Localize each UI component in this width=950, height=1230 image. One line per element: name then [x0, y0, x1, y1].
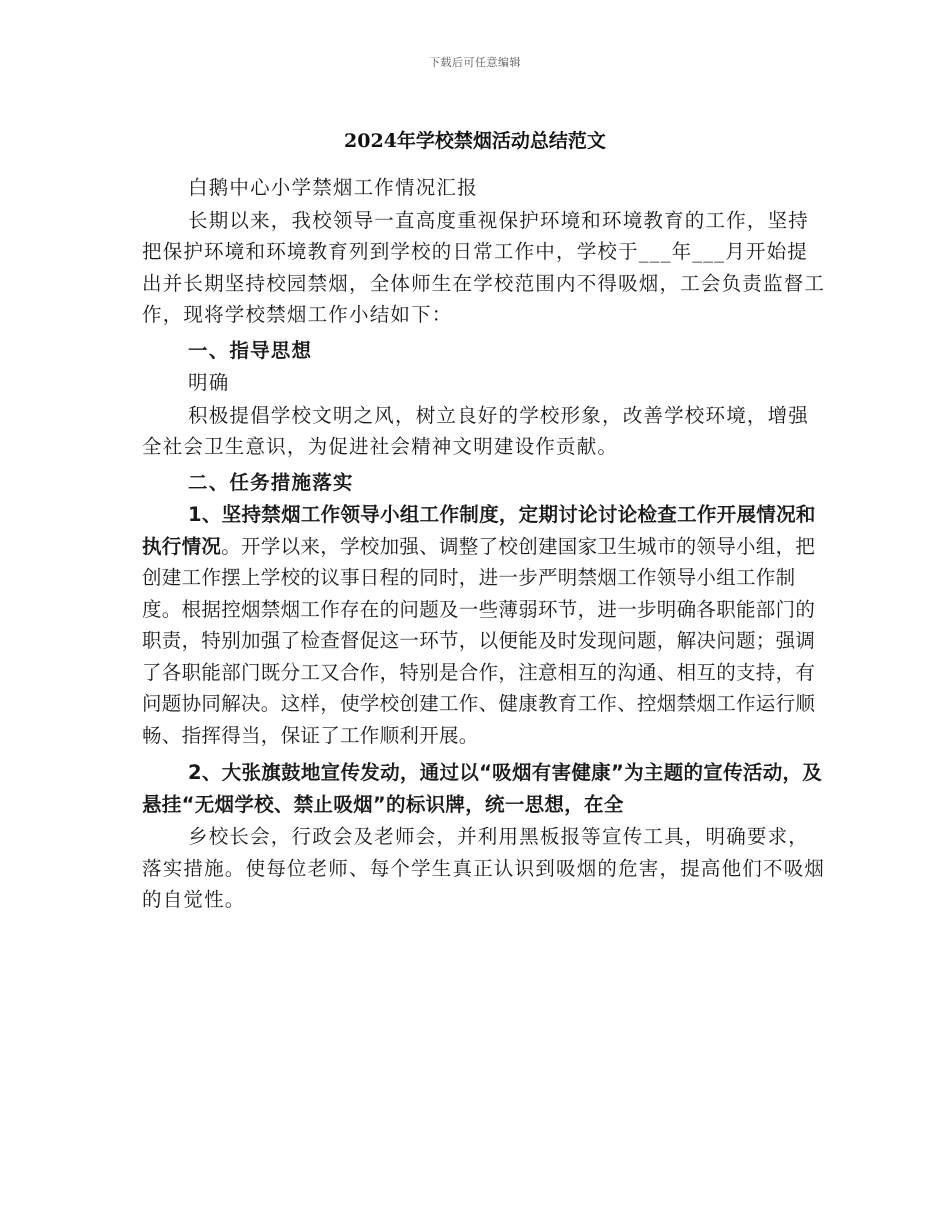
measure-item-1 — [142, 499, 826, 751]
header-note: 下载后可任意编辑 — [429, 56, 521, 69]
measure-item-2-heading: 2、大张旗鼓地宣传发动，通过以“吸烟有害健康”为主题的宣传活动，及悬挂“无烟学校、禁止吸烟”的标识牌，统一思想，在全 — [142, 761, 823, 816]
measure-item-1-text: 。开学以来，学校加强、调整了校创建国家卫生城市的领导小组，把创建工作摆上学校的议事日程的同时，进一步严明禁烟工作领导小组工作制度。根据控烟禁烟工作存在的问题及一些薄弱环节，进一步明确各职能部门的职责，特别加强了检查督促这一环节，以便能及时发现问题，解决问题；强调了各职能部门既分工又合作，特别是合作，注意相互的沟通、相互的支持，有问题协同解决。这样，使学校创建工作、健康教育工作、控烟禁烟工作运行顺畅、指挥得当，保证了工作顺利开展。 — [142, 534, 816, 747]
intro-paragraph: 长期以来，我校领导一直高度重视保护环境和环境教育的工作，坚持把保护环境和环境教育列到学校的日常工作中，学校于___年___月开始提出并长期坚持校园禁烟，全体师生在学校范围内不得吸烟，工会负责监督工作，现将学校禁烟工作小结如下： — [142, 208, 826, 326]
section-heading-guiding-thought: 一、指导思想 — [188, 338, 313, 362]
measure-item-1-heading: 1、坚持禁烟工作领导小组工作制度，定期讨论讨论检查工作开展情况和执行情况 — [142, 503, 816, 558]
report-subtitle: 白鹅中心小学禁烟工作情况汇报 — [188, 176, 478, 199]
section1-paragraph: 积极提倡学校文明之风，树立良好的学校形象，改善学校环境，增强全社会卫生意识，为促进社会精神文明建设作贡献。 — [142, 403, 810, 458]
document-body — [142, 172, 826, 916]
section-heading-measures: 二、任务措施落实 — [188, 470, 354, 494]
section1-label: 明确 — [188, 371, 230, 394]
measure-item-2-text: 乡校长会，行政会及老师会，并利用黑板报等宣传工具，明确要求，落实措施。使每位老师、每个学生真正认识到吸烟的危害，提高他们不吸烟的自觉性。 — [142, 825, 826, 911]
document-title: 2024年学校禁烟活动总结范文 — [344, 130, 606, 152]
